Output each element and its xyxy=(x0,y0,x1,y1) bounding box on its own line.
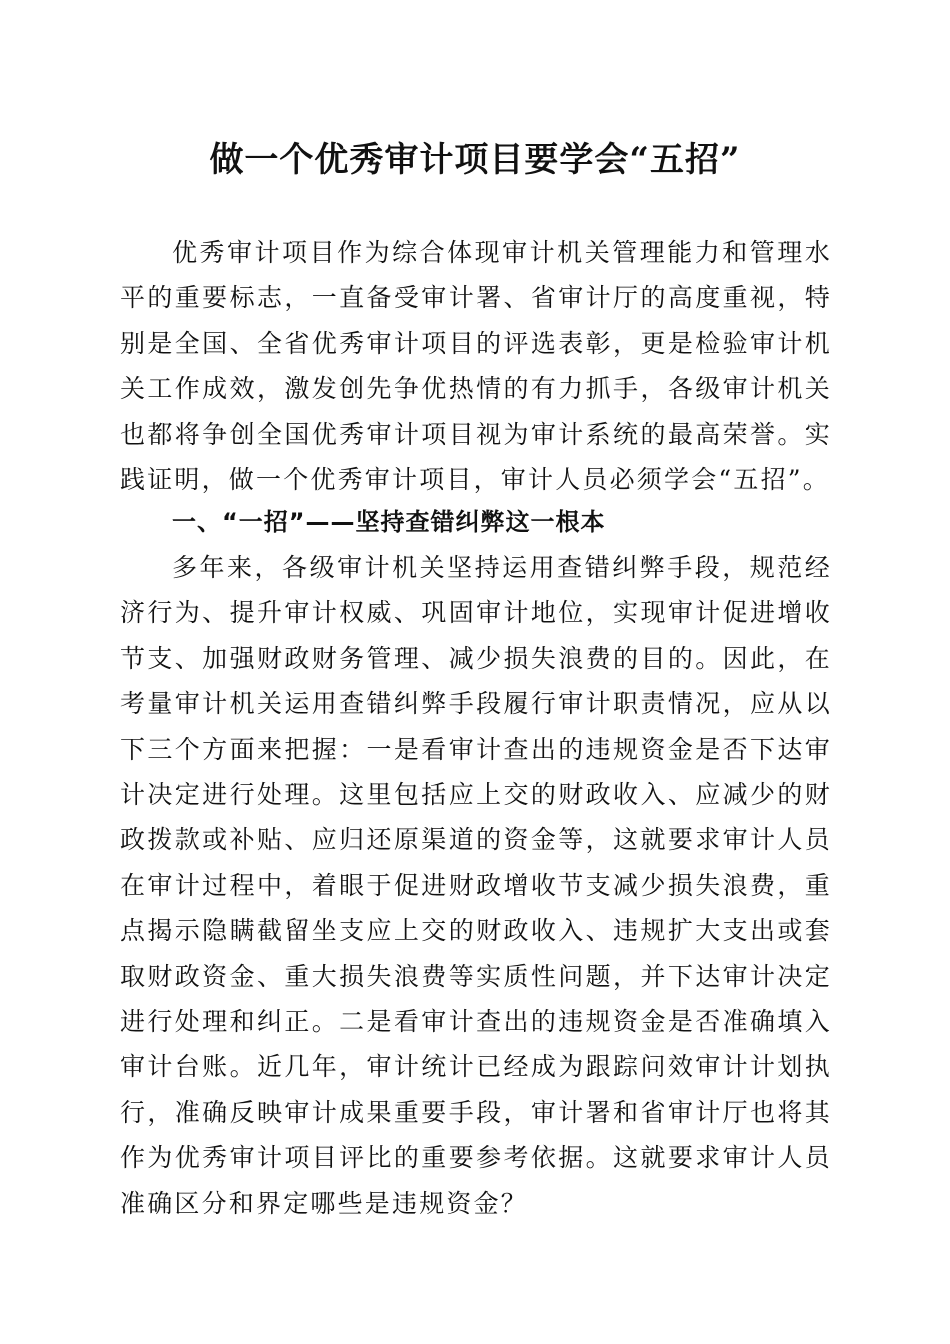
section-paragraph: 多年来，各级审计机关坚持运用查错纠弊手段，规范经济行为、提升审计权威、巩固审计地位，实现审计促进增收节支、加强财政财务管理、减少损失浪费的目的。因此，在考量审计机关运用查错纠弊手段履行审计职责情况，应从以下三个方面来把握：一是看审计查出的违规资金是否下达审计决定进行处理。这里包括应上交的财政收入、应减少的财政拨款或补贴、应归还原渠道的资金等，这就要求审计人员在审计过程中，着眼于促进财政增收节支减少损失浪费，重点揭示隐瞒截留坐支应上交的财政收入、违规扩大支出或套取财政资金、重大损失浪费等实质性问题，并下达审计决定进行处理和纠正。二是看审计查出的违规资金是否准确填入审计台账。近几年，审计统计已经成为跟踪问效审计计划执行，准确反映审计成果重要手段，审计署和省审计厅也将其作为优秀审计项目评比的重要参考依据。这就要求审计人员准确区分和界定哪些是违规资金？ xyxy=(120,553,832,1218)
document-title: 做一个优秀审计项目要学会“五招” xyxy=(209,140,741,180)
intro-paragraph: 优秀审计项目作为综合体现审计机关管理能力和管理水平的重要标志，一直备受审计署、省审计厅的高度重视，特别是全国、全省优秀审计项目的评选表彰，更是检验审计机关工作成效，激发创先争优热情的有力抓手，各级审计机关也都将争创全国优秀审计项目视为审计系统的最高荣誉。实践证明，做一个优秀审计项目，审计人员必须学会“五招”。 xyxy=(120,238,832,495)
section-heading: 一、“一招”——坚持查错纠弊这一根本 xyxy=(172,508,606,536)
